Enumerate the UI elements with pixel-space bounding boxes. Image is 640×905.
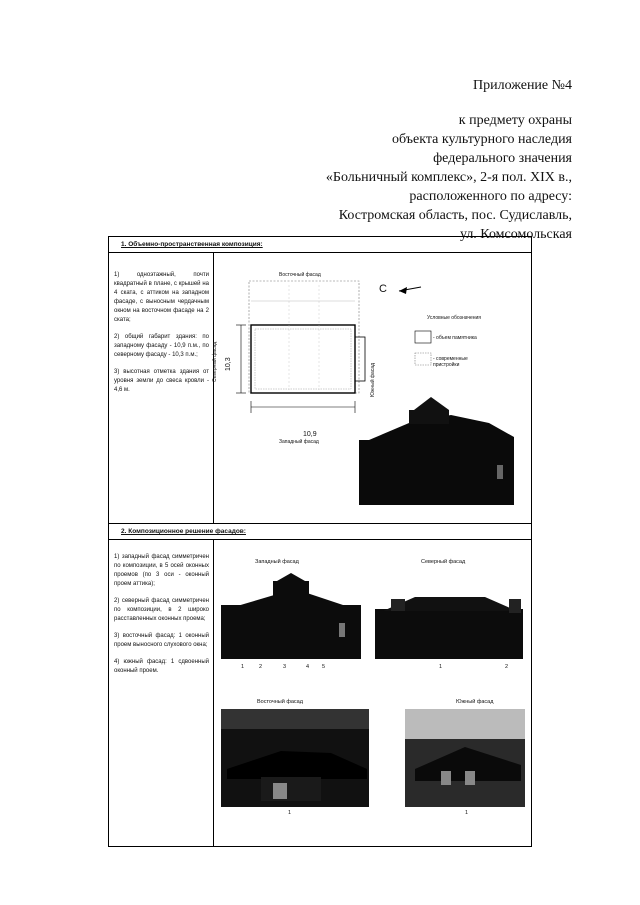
west-mark: 5 <box>322 664 326 670</box>
subtitle-line: ул. Комсомольская <box>459 227 572 242</box>
subtitle-line: расположенного по адресу: <box>409 189 572 204</box>
subtitle-line: объекта культурного наследия <box>392 132 572 147</box>
section1-item: 1) одноэтажный, почти квадратный в плане, с крышей на 4 ската, с аттиком на западном фасаде, с выносным чердачным окном на восточном фасаде на 2 ската; <box>114 272 209 323</box>
east-photo-label: Восточный фасад <box>257 699 303 705</box>
legend-title: Условные обозначения <box>427 315 482 321</box>
north-mark: 1 <box>439 664 443 670</box>
section1-item: 2) общий габарит здания: по западному фасаду - 10,9 п.м., по северному фасаду - 10,3 п.м.; <box>114 334 209 358</box>
west-facade-label: Западный фасад <box>279 439 319 445</box>
column-divider <box>213 253 214 523</box>
appendix-subtitle <box>326 111 572 244</box>
depth-dimension: 10,3 <box>225 357 232 371</box>
south-facade-photo <box>405 709 525 807</box>
section1-text <box>114 271 209 403</box>
section1-title: 1. Объемно-пространственная композиция: <box>109 237 531 253</box>
north-photo-label: Северный фасад <box>421 559 466 565</box>
legend-item-monument: - объем памятника <box>433 335 477 341</box>
east-facade-photo <box>221 709 369 807</box>
west-photo-label: Западный фасад <box>255 559 299 565</box>
floor-plan-figure <box>219 265 519 515</box>
east-facade-label: Восточный фасад <box>279 272 321 278</box>
column-divider <box>213 540 214 846</box>
south-photo-label: Южный фасад <box>456 699 494 705</box>
subtitle-line: Костромская область, пос. Судиславль, <box>338 208 572 223</box>
section2-item: 4) южный фасад: 1 сдвоенный оконный проем. <box>114 659 209 674</box>
north-facade-label: Северный фасад <box>212 341 218 382</box>
protection-table <box>108 236 532 847</box>
subtitle-line: «Больничный комплекс», 2-я пол. XIX в., <box>325 170 572 185</box>
west-mark: 2 <box>259 664 263 670</box>
north-facade-photo <box>375 569 523 659</box>
west-facade-photo <box>221 569 361 659</box>
north-arrow-label: С <box>379 283 387 295</box>
appendix-title: Приложение №4 <box>473 78 572 93</box>
section1-item: 3) высотная отметка здания от уровня земли до свеса кровли - 4,6 м. <box>114 369 209 393</box>
legend-item-modern: - современные пристройки <box>433 356 468 368</box>
section2-item: 1) западный фасад симметричен по композиции, в 5 осей оконных проемов (по 3 оси - оконный проем аттика); <box>114 554 209 587</box>
east-mark: 1 <box>288 810 292 816</box>
width-dimension: 10,9 <box>303 431 317 438</box>
section2-item: 2) северный фасад симметричен по композиции, в 2 широко расставленных оконных проема; <box>114 598 209 622</box>
building-silhouette <box>359 397 514 505</box>
west-mark: 1 <box>241 664 245 670</box>
west-mark: 4 <box>306 664 310 670</box>
north-mark: 2 <box>505 664 509 670</box>
south-mark: 1 <box>465 810 469 816</box>
section2-title: 2. Композиционное решение фасадов: <box>109 524 531 540</box>
subtitle-line: федерального значения <box>433 151 572 166</box>
west-mark: 3 <box>283 664 287 670</box>
section2-item: 3) восточный фасад: 1 оконный проем выносного слухового окна; <box>114 633 209 648</box>
south-facade-label: Южный фасад <box>370 362 376 397</box>
section2-text <box>114 553 209 684</box>
subtitle-line: к предмету охраны <box>458 113 572 128</box>
